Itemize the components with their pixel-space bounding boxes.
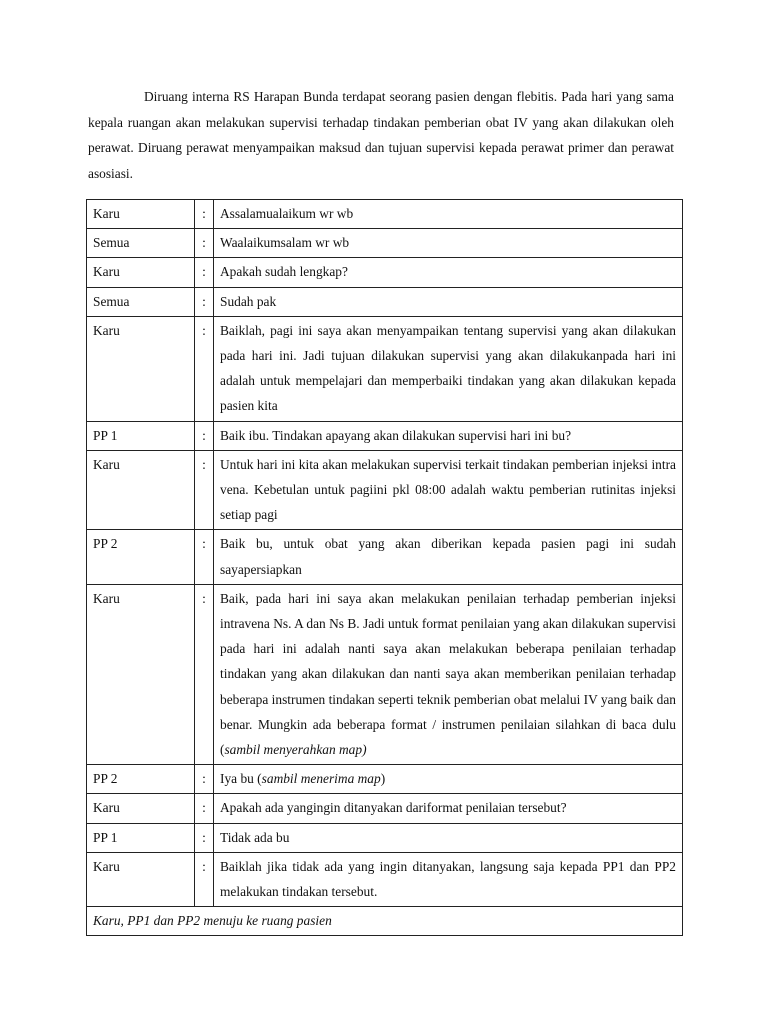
stage-direction: sambil menerima map xyxy=(261,771,381,787)
line-cell: Sudah pak xyxy=(214,287,683,316)
colon-cell: : xyxy=(195,794,214,823)
closing-note: Karu, PP1 dan PP2 menuju ke ruang pasien xyxy=(87,907,683,936)
colon-cell: : xyxy=(195,450,214,530)
speaker-cell: Karu xyxy=(87,450,195,530)
line-cell: Waalaikumsalam wr wb xyxy=(214,229,683,258)
line-cell: Assalamualaikum wr wb xyxy=(214,200,683,229)
colon-cell: : xyxy=(195,200,214,229)
line-cell: Untuk hari ini kita akan melakukan supervisi terkait tindakan pemberian injeksi intra vena. Kebetulan untuk pagiini pkl 08:00 adalah waktu pemberian rutinitas injeksi setiap pagi xyxy=(214,450,683,530)
speaker-cell: Karu xyxy=(87,794,195,823)
speaker-cell: Karu xyxy=(87,852,195,906)
line-cell: Apakah sudah lengkap? xyxy=(214,258,683,287)
speaker-cell: PP 2 xyxy=(87,765,195,794)
closing-row xyxy=(87,907,683,936)
speaker-cell: Karu xyxy=(87,316,195,421)
dialogue-table xyxy=(86,199,683,936)
table-row xyxy=(87,794,683,823)
speaker-cell: Semua xyxy=(87,287,195,316)
table-row xyxy=(87,229,683,258)
line-text: Baik, pada hari ini saya akan melakukan penilaian terhadap pemberian injeksi intravena Ns. A dan Ns B. Jadi untuk format penilaian yang akan dilakukan supervisi pada hari ini adalah nanti saya akan melakukan beberapa penilaian terhadap tindakan yang akan dilakukan dan nanti saya akan memberikan penilaian terhadap beberapa instrumen tindakan seperti teknik pemberian obat melalui IV yang baik dan benar. Mungkin ada beberapa format / instrumen penilaian silahkan di baca dulu ( xyxy=(220,590,677,758)
line-cell: Baik ibu. Tindakan apayang akan dilakukan supervisi hari ini bu? xyxy=(214,421,683,450)
table-row xyxy=(87,584,683,764)
table-row xyxy=(87,530,683,584)
colon-cell: : xyxy=(195,421,214,450)
speaker-cell: Karu xyxy=(87,200,195,229)
colon-cell: : xyxy=(195,584,214,764)
line-cell xyxy=(214,765,683,794)
table-row xyxy=(87,852,683,906)
line-cell: Tidak ada bu xyxy=(214,823,683,852)
stage-direction: sambil menyerahkan map) xyxy=(224,742,367,758)
colon-cell: : xyxy=(195,287,214,316)
colon-cell: : xyxy=(195,229,214,258)
table-row xyxy=(87,450,683,530)
line-cell xyxy=(214,584,683,764)
dialogue-body xyxy=(87,200,683,936)
colon-cell: : xyxy=(195,316,214,421)
line-text: Iya bu ( xyxy=(220,771,262,787)
intro-paragraph: Diruang interna RS Harapan Bunda terdapat seorang pasien dengan flebitis. Pada hari yang sama kepala ruangan akan melakukan supervisi terhadap tindakan pemberian obat IV yang akan dilakukan oleh perawat. Diruang perawat menyampaikan maksud dan tujuan supervisi kepada perawat primer dan perawat asosiasi. xyxy=(88,89,674,182)
table-row xyxy=(87,765,683,794)
colon-cell: : xyxy=(195,530,214,584)
table-row xyxy=(87,200,683,229)
speaker-cell: PP 1 xyxy=(87,421,195,450)
colon-cell: : xyxy=(195,823,214,852)
table-row xyxy=(87,287,683,316)
speaker-cell: PP 2 xyxy=(87,530,195,584)
speaker-cell: Karu xyxy=(87,258,195,287)
speaker-cell: Karu xyxy=(87,584,195,764)
line-text-end: ) xyxy=(380,771,386,787)
colon-cell: : xyxy=(195,258,214,287)
line-cell: Baiklah jika tidak ada yang ingin ditanyakan, langsung saja kepada PP1 dan PP2 melakukan tindakan tersebut. xyxy=(214,852,683,906)
table-row xyxy=(87,258,683,287)
colon-cell: : xyxy=(195,852,214,906)
table-row xyxy=(87,421,683,450)
line-cell: Apakah ada yangingin ditanyakan dariformat penilaian tersebut? xyxy=(214,794,683,823)
speaker-cell: Semua xyxy=(87,229,195,258)
table-row xyxy=(87,316,683,421)
table-row xyxy=(87,823,683,852)
line-cell: Baiklah, pagi ini saya akan menyampaikan tentang supervisi yang akan dilakukan pada hari ini. Jadi tujuan dilakukan supervisi yang akan dilakukanpada hari ini adalah untuk mempelajari dan memperbaiki tindakan yang akan dilakukan kepada pasien kita xyxy=(214,316,683,421)
line-cell: Baik bu, untuk obat yang akan diberikan kepada pasien pagi ini sudah sayapersiapkan xyxy=(214,530,683,584)
speaker-cell: PP 1 xyxy=(87,823,195,852)
colon-cell: : xyxy=(195,765,214,794)
